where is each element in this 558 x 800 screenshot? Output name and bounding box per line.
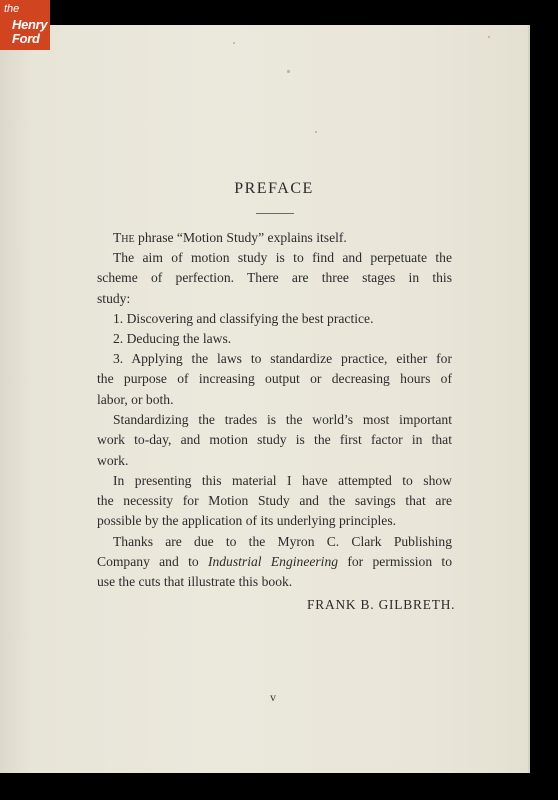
text-line (97, 554, 452, 570)
text-line: Standardizing the trades is the world’s most important (113, 412, 452, 427)
journal-title: Industrial Engineering (207, 554, 339, 569)
page-title: PREFACE (234, 180, 314, 197)
logo-text: Henry (12, 17, 48, 32)
text-line: possible by the application of its underlying principles. (97, 513, 397, 528)
line-rest: phrase “Motion Study” explains itself. (134, 230, 347, 245)
logo-text: Ford (12, 31, 40, 46)
lead-word: The (113, 230, 135, 245)
text-line: scheme of perfection. There are three stages in this (97, 270, 452, 285)
text-line: In presenting this material I have attempted to show (113, 473, 452, 488)
list-item: 3. Applying the laws to standardize practice, either for (113, 351, 452, 366)
text-line: work to-day, and motion study is the first factor in that (97, 432, 452, 447)
text-line: use the cuts that illustrate this book. (97, 574, 293, 589)
logo-text: the (4, 3, 20, 15)
text-line: The aim of motion study is to find and perpetuate the (113, 250, 452, 265)
page-number: v (270, 690, 276, 704)
title-divider (256, 213, 294, 214)
text-line: labor, or both. (97, 392, 174, 407)
line-post: for permission to (338, 554, 453, 569)
line-pre: Company and to (97, 554, 208, 569)
text-line: study: (97, 291, 131, 306)
list-item: 1. Discovering and classifying the best practice. (113, 311, 374, 326)
henry-ford-logo (0, 0, 50, 50)
paper-speck (488, 36, 490, 38)
text-line (113, 230, 347, 246)
text-line: the necessity for Motion Study and the savings that are (97, 493, 452, 508)
paper-sheet (0, 25, 530, 773)
text-line: Thanks are due to the Myron C. Clark Publishing (113, 534, 452, 549)
text-line: work. (97, 453, 129, 468)
paper-speck (315, 131, 317, 133)
paper-edge (528, 25, 530, 773)
author-signature: FRANK B. GILBRETH. (307, 597, 456, 612)
list-item: 2. Deducing the laws. (113, 331, 232, 346)
paper-speck (287, 70, 290, 73)
text-line: the purpose of increasing output or decreasing hours of (97, 371, 452, 386)
paper-speck (233, 42, 235, 44)
